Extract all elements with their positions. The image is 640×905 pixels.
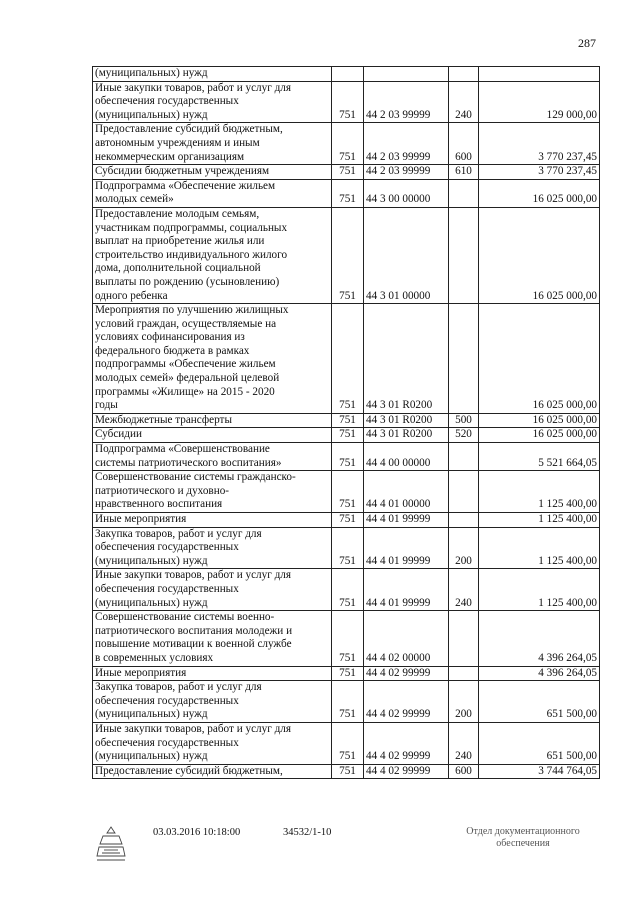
table-row	[93, 471, 600, 513]
row-sum-cell: 16 025 000,00	[479, 413, 600, 428]
row-gr-cell: 751	[332, 471, 364, 513]
row-gr-cell	[332, 67, 364, 82]
row-vr-cell	[449, 666, 479, 681]
row-gr-cell: 751	[332, 666, 364, 681]
department-stamp	[448, 826, 598, 850]
row-vr-cell	[449, 67, 479, 82]
row-sum-cell: 4 396 264,05	[479, 611, 600, 666]
row-sum-cell: 16 025 000,00	[479, 304, 600, 414]
row-name-cell: Предоставление молодым семьям, участникам подпрограммы, социальных выплат на приобретение жилья или строительство индивидуального жилого дома, дополнительной социальной выплаты по рождению (усыновлению) одного ребенка	[93, 207, 332, 303]
budget-table-body	[93, 67, 600, 779]
row-gr-cell: 751	[332, 304, 364, 414]
row-csr-cell	[364, 67, 449, 82]
row-sum-cell: 1 125 400,00	[479, 569, 600, 611]
row-csr-cell: 44 2 03 99999	[364, 81, 449, 123]
table-row	[93, 666, 600, 681]
row-gr-cell: 751	[332, 569, 364, 611]
row-name-cell: Закупка товаров, работ и услуг для обеспечения государственных (муниципальных) нужд	[93, 527, 332, 569]
row-csr-cell: 44 4 02 99999	[364, 764, 449, 779]
row-gr-cell: 751	[332, 413, 364, 428]
row-sum-cell: 651 500,00	[479, 681, 600, 723]
row-name-cell: Предоставление субсидий бюджетным, автономным учреждениям и иным некоммерческим организациям	[93, 123, 332, 165]
row-sum-cell: 16 025 000,00	[479, 428, 600, 443]
row-vr-cell: 200	[449, 527, 479, 569]
table-row	[93, 681, 600, 723]
row-csr-cell: 44 3 01 R0200	[364, 304, 449, 414]
row-gr-cell: 751	[332, 207, 364, 303]
row-csr-cell: 44 2 03 99999	[364, 165, 449, 180]
table-row	[93, 165, 600, 180]
table-row	[93, 81, 600, 123]
department-stamp-text: Отдел документационного обеспечения	[466, 826, 580, 849]
row-vr-cell: 500	[449, 413, 479, 428]
row-vr-cell: 240	[449, 569, 479, 611]
row-sum-cell: 129 000,00	[479, 81, 600, 123]
row-gr-cell: 751	[332, 81, 364, 123]
row-csr-cell: 44 4 00 00000	[364, 443, 449, 471]
row-gr-cell: 751	[332, 527, 364, 569]
row-sum-cell: 16 025 000,00	[479, 207, 600, 303]
row-csr-cell: 44 3 01 00000	[364, 207, 449, 303]
table-row	[93, 413, 600, 428]
row-vr-cell	[449, 611, 479, 666]
budget-table	[92, 66, 600, 779]
row-sum-cell: 1 125 400,00	[479, 471, 600, 513]
row-vr-cell: 600	[449, 764, 479, 779]
row-sum-cell: 16 025 000,00	[479, 179, 600, 207]
row-csr-cell: 44 4 01 99999	[364, 513, 449, 528]
row-name-cell: Межбюджетные трансферты	[93, 413, 332, 428]
table-row	[93, 123, 600, 165]
footer-document-code: 34532/1-10	[283, 827, 332, 838]
row-csr-cell: 44 4 01 00000	[364, 471, 449, 513]
table-row	[93, 513, 600, 528]
row-vr-cell	[449, 471, 479, 513]
table-row	[93, 179, 600, 207]
row-csr-cell: 44 4 02 99999	[364, 681, 449, 723]
table-row	[93, 764, 600, 779]
row-name-cell: Подпрограмма «Обеспечение жильем молодых семей»	[93, 179, 332, 207]
row-gr-cell: 751	[332, 722, 364, 764]
row-csr-cell: 44 2 03 99999	[364, 123, 449, 165]
table-row	[93, 722, 600, 764]
row-csr-cell: 44 3 01 R0200	[364, 428, 449, 443]
table-row	[93, 67, 600, 82]
row-csr-cell: 44 4 02 99999	[364, 722, 449, 764]
row-gr-cell: 751	[332, 764, 364, 779]
row-sum-cell: 3 770 237,45	[479, 165, 600, 180]
row-name-cell: Субсидии	[93, 428, 332, 443]
row-sum-cell: 1 125 400,00	[479, 527, 600, 569]
row-csr-cell: 44 3 01 R0200	[364, 413, 449, 428]
row-name-cell: Субсидии бюджетным учреждениям	[93, 165, 332, 180]
row-sum-cell: 3 770 237,45	[479, 123, 600, 165]
row-name-cell: (муниципальных) нужд	[93, 67, 332, 82]
row-sum-cell	[479, 67, 600, 82]
row-csr-cell: 44 4 01 99999	[364, 569, 449, 611]
row-sum-cell: 5 521 664,05	[479, 443, 600, 471]
row-name-cell: Предоставление субсидий бюджетным,	[93, 764, 332, 779]
row-csr-cell: 44 3 00 00000	[364, 179, 449, 207]
row-gr-cell: 751	[332, 681, 364, 723]
row-sum-cell: 3 744 764,05	[479, 764, 600, 779]
row-vr-cell: 200	[449, 681, 479, 723]
row-name-cell: Совершенствование системы военно- патриотического воспитания молодежи и повышение мотивации к военной службе в современных условиях	[93, 611, 332, 666]
row-vr-cell	[449, 179, 479, 207]
row-csr-cell: 44 4 02 99999	[364, 666, 449, 681]
row-gr-cell: 751	[332, 428, 364, 443]
row-name-cell: Закупка товаров, работ и услуг для обеспечения государственных (муниципальных) нужд	[93, 681, 332, 723]
row-name-cell: Иные закупки товаров, работ и услуг для обеспечения государственных (муниципальных) нужд	[93, 569, 332, 611]
row-name-cell: Иные мероприятия	[93, 513, 332, 528]
emblem-seal-icon	[94, 824, 128, 864]
row-name-cell: Совершенствование системы гражданско- патриотического и духовно- нравственного воспитания	[93, 471, 332, 513]
table-row	[93, 527, 600, 569]
table-row	[93, 569, 600, 611]
row-name-cell: Иные мероприятия	[93, 666, 332, 681]
row-name-cell: Иные закупки товаров, работ и услуг для обеспечения государственных (муниципальных) нужд	[93, 81, 332, 123]
row-gr-cell: 751	[332, 611, 364, 666]
footer-date: 03.03.2016 10:18:00	[153, 827, 241, 838]
row-vr-cell	[449, 207, 479, 303]
table-row	[93, 443, 600, 471]
row-gr-cell: 751	[332, 123, 364, 165]
row-sum-cell: 651 500,00	[479, 722, 600, 764]
row-csr-cell: 44 4 02 00000	[364, 611, 449, 666]
row-vr-cell: 240	[449, 81, 479, 123]
table-row	[93, 428, 600, 443]
row-gr-cell: 751	[332, 179, 364, 207]
row-name-cell: Подпрограмма «Совершенствование системы патриотического воспитания»	[93, 443, 332, 471]
table-row	[93, 611, 600, 666]
row-vr-cell	[449, 513, 479, 528]
page-number: 287	[578, 36, 596, 50]
row-vr-cell: 520	[449, 428, 479, 443]
row-vr-cell	[449, 443, 479, 471]
row-sum-cell: 4 396 264,05	[479, 666, 600, 681]
row-gr-cell: 751	[332, 513, 364, 528]
row-name-cell: Иные закупки товаров, работ и услуг для обеспечения государственных (муниципальных) нужд	[93, 722, 332, 764]
row-vr-cell	[449, 304, 479, 414]
row-gr-cell: 751	[332, 165, 364, 180]
row-vr-cell: 610	[449, 165, 479, 180]
row-gr-cell: 751	[332, 443, 364, 471]
row-vr-cell: 600	[449, 123, 479, 165]
row-csr-cell: 44 4 01 99999	[364, 527, 449, 569]
table-row	[93, 207, 600, 303]
row-vr-cell: 240	[449, 722, 479, 764]
row-name-cell: Мероприятия по улучшению жилищных условий граждан, осуществляемые на условиях софинансирования из федерального бюджета в рамках подпрограммы «Обеспечение жильем молодых семей» федеральной целевой программы «Жилище» на 2015 - 2020 годы	[93, 304, 332, 414]
table-row	[93, 304, 600, 414]
row-sum-cell: 1 125 400,00	[479, 513, 600, 528]
